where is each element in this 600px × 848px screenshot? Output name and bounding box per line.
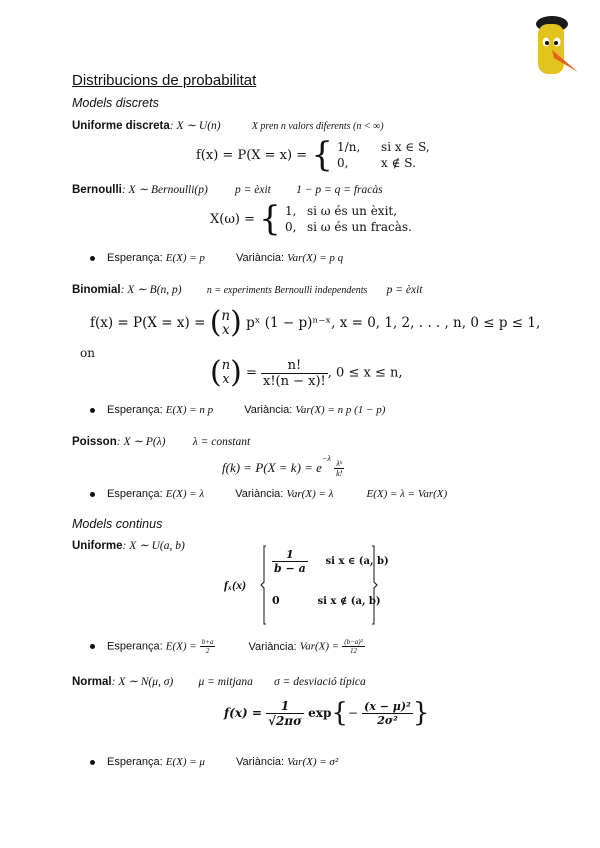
- binomial-label: Binomial: [72, 284, 121, 296]
- uniforme-continua-case1: [272, 548, 389, 575]
- uniforme-esperanca-label: Esperança:: [107, 640, 163, 653]
- coef-binom-bottom: x: [222, 372, 230, 387]
- uniforme-discreta-def: : X ∼ U(n): [169, 120, 221, 132]
- poisson-lambda: λ = constant: [192, 436, 251, 448]
- binomial-esperanca: E(X) = n p: [165, 404, 214, 416]
- uniforme-continua-def: : X ∼ U(a, b): [122, 540, 185, 552]
- page-title: Distribucions de probabilitat: [72, 72, 257, 89]
- uniforme-continua-cond1: si x ∈ (a, b): [325, 556, 389, 567]
- normal-numerator: 1: [266, 699, 304, 714]
- normal-esperanca-label: Esperança:: [107, 756, 163, 768]
- poisson-esperanca-label: Esperança:: [107, 488, 163, 500]
- uniforme-esperanca-fraction: [200, 638, 216, 655]
- normal-def: : X ∼ N(μ, σ): [111, 676, 174, 688]
- normal-inner-denominator: 2σ²: [377, 713, 398, 727]
- case2-condition: x ∉ S.: [381, 156, 416, 170]
- normal-line: [72, 674, 366, 688]
- uniforme-discreta-lhs: f(x) = P(X = x) =: [196, 147, 308, 163]
- uniforme-discreta-note: X pren n valors diferents (n < ∞): [251, 121, 384, 132]
- poisson-lhs: f(k) = P(X = k) = e: [222, 460, 322, 476]
- bernoulli-variancia-label: Variància:: [235, 252, 285, 264]
- uniforme-discreta-formula: [196, 135, 430, 175]
- poisson-formula: [222, 454, 344, 478]
- binomial-on: on: [80, 346, 95, 360]
- normal-exp: exp: [308, 706, 332, 720]
- poisson-variancia: Var(X) = λ: [286, 488, 334, 500]
- poisson-fraction: [334, 459, 344, 478]
- uniforme-continua-cond2: si x ∉ (a, b): [317, 596, 381, 607]
- right-brace-icon: }: [412, 698, 430, 728]
- binomial-rhs: pˣ (1 − p)ⁿ⁻ˣ, x = 0, 1, 2, . . . , n, 0 ≤ p ≤ 1,: [246, 315, 541, 331]
- normal-variancia-label: Variància:: [236, 756, 285, 768]
- binomial-variancia: Var(X) = n p (1 − p): [295, 404, 386, 416]
- normal-fraction: [266, 699, 304, 728]
- binomial-formula: [90, 306, 540, 340]
- bernoulli-case1-value: 1,: [284, 204, 297, 218]
- bernoulli-esperanca: E(X) = p: [165, 252, 205, 264]
- bernoulli-case1-condition: si ω és un èxit,: [306, 204, 398, 218]
- poisson-line: [72, 434, 250, 448]
- binomial-p: p = èxit: [386, 284, 423, 296]
- bernoulli-line: [72, 182, 383, 196]
- bullet-icon: [90, 256, 95, 261]
- normal-inner-fraction: [362, 700, 413, 727]
- coef-denominator: x!(n − x)!: [263, 373, 326, 389]
- bernoulli-variancia: Var(X) = p q: [287, 252, 344, 264]
- uniforme-continua-denominator: b − a: [274, 562, 306, 575]
- binomial-n: n = experiments Bernoulli independents: [206, 285, 368, 296]
- poisson-bullet: [90, 488, 447, 500]
- bernoulli-def: : X ∼ Bernoulli(p): [121, 184, 208, 196]
- uniforme-variancia-label: Variància:: [248, 640, 297, 653]
- normal-lhs: f(x) =: [224, 706, 262, 720]
- binomial-bullet: [90, 404, 385, 416]
- uniforme-esperanca-numerator: b+a: [201, 638, 214, 646]
- normal-minus: −: [347, 706, 358, 720]
- binom-top: n: [221, 308, 231, 324]
- uniforme-continua-case2: [272, 594, 381, 607]
- poisson-numerator: λᵏ: [334, 459, 344, 469]
- uniforme-discreta-line: [72, 118, 384, 132]
- left-paren-icon: (: [209, 305, 222, 340]
- normal-inner-numerator: (x − μ)²: [364, 699, 411, 713]
- coef-numerator: n!: [261, 358, 328, 374]
- uniforme-continua-line: [72, 538, 185, 552]
- uniforme-discreta-label: Uniforme discreta: [72, 120, 170, 132]
- bernoulli-label: Bernoulli: [72, 184, 122, 196]
- coef-binom-top: n: [221, 358, 231, 373]
- binomial-line: [72, 282, 423, 296]
- binomial-coef-formula: ( n x ) = $\frac{n!}{x!(n - x)!}$ , 0 ≤ x ≤ n,: [210, 355, 403, 390]
- section-heading-continus: Models continus: [72, 517, 163, 531]
- left-brace-icon: {: [259, 199, 281, 239]
- normal-denominator: √2πσ: [268, 713, 302, 728]
- bernoulli-formula: [210, 199, 412, 239]
- normal-sigma: σ = desviació típica: [274, 676, 366, 688]
- uniforme-continua-numerator: 1: [272, 548, 308, 562]
- bernoulli-esperanca-label: Esperança:: [107, 252, 163, 264]
- normal-mu: μ = mitjana: [198, 676, 253, 688]
- mascot-icon: [528, 12, 580, 80]
- left-brace-icon: {: [311, 135, 333, 175]
- uniforme-continua-bullet: [90, 638, 365, 655]
- normal-label: Normal: [72, 676, 112, 688]
- normal-bullet: [90, 756, 338, 768]
- uniforme-variancia-fraction: [342, 638, 364, 655]
- section-heading-discrets: Models discrets: [72, 96, 159, 110]
- normal-variancia: Var(X) = σ²: [287, 756, 339, 768]
- normal-formula: [224, 698, 429, 728]
- binomial-lhs: f(x) = P(X = x) =: [90, 315, 206, 331]
- right-paren-icon: ): [230, 355, 242, 390]
- binomial-coef-fraction: [261, 358, 328, 389]
- bullet-icon: [90, 760, 95, 765]
- uniforme-variancia-denominator: 12: [349, 647, 357, 655]
- uniforme-continua-label: Uniforme: [72, 540, 123, 552]
- poisson-esperanca: E(X) = λ: [165, 488, 205, 500]
- case2-value: 0,: [337, 156, 349, 170]
- bullet-icon: [90, 408, 95, 413]
- bullet-icon: [90, 644, 95, 649]
- bernoulli-lhs: X(ω) =: [210, 211, 256, 227]
- poisson-def: : X ∼ P(λ): [116, 436, 166, 448]
- bernoulli-case2-condition: si ω és un fracàs.: [306, 220, 412, 234]
- uniforme-continua-lhs: fₓ(x): [224, 578, 247, 592]
- poisson-igualtat: E(X) = λ = Var(X): [366, 488, 448, 500]
- binomial-variancia-label: Variància:: [244, 404, 293, 416]
- left-paren-icon: (: [210, 355, 222, 390]
- bernoulli-p: p = èxit: [235, 184, 271, 196]
- left-brace-icon: {: [331, 698, 348, 728]
- bernoulli-case2-value: 0,: [284, 220, 297, 234]
- uniforme-continua-zero: 0: [272, 594, 280, 607]
- uniforme-variancia-numerator: (b−a)²: [344, 638, 363, 646]
- normal-esperanca: E(X) = μ: [165, 756, 205, 768]
- binomial-range: , 0 ≤ x ≤ n,: [327, 365, 403, 381]
- binomial-esperanca-label: Esperança:: [107, 404, 163, 416]
- uniforme-esperanca: E(X) =: [165, 640, 197, 653]
- bernoulli-bullet: [90, 252, 343, 264]
- case1-value: 1/n,: [337, 140, 361, 154]
- uniforme-esperanca-denominator: 2: [205, 647, 210, 655]
- poisson-exponent: −λ: [321, 454, 331, 463]
- uniforme-variancia: Var(X) =: [299, 640, 340, 653]
- binomial-def: : X ∼ B(n, p): [120, 284, 182, 296]
- poisson-variancia-label: Variància:: [235, 488, 284, 500]
- poisson-label: Poisson: [72, 436, 117, 448]
- poisson-denominator: k!: [336, 468, 343, 478]
- uniforme-continua-fraction: [272, 548, 308, 575]
- right-paren-icon: ): [230, 305, 242, 340]
- case1-condition: si x ∈ S,: [381, 140, 430, 154]
- binom-bottom: x: [221, 322, 230, 338]
- bernoulli-q: 1 − p = q = fracàs: [296, 184, 383, 196]
- bullet-icon: [90, 492, 95, 497]
